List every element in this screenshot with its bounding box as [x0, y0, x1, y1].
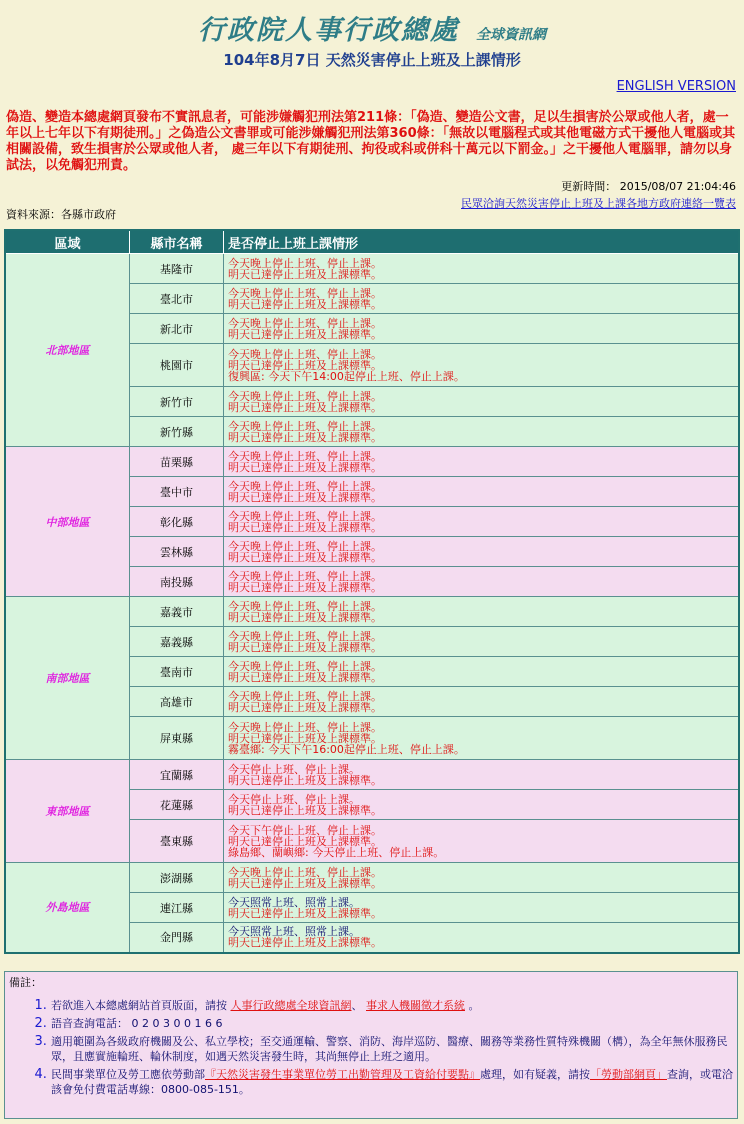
- status-line: 今天下午停止上班、停止上課。: [228, 823, 382, 837]
- status-line: 明天已達停止上班及上課標準。: [228, 550, 382, 564]
- city-name: 臺中市: [130, 477, 224, 507]
- status-line: 明天已達停止上班及上課標準。: [228, 670, 382, 684]
- city-name: 連江縣: [130, 893, 224, 923]
- contact-list-link[interactable]: 民眾洽詢天然災害停止上班及上課各地方政府連絡一覽表: [461, 197, 736, 210]
- status-line: 今天晚上停止上班、停止上課。: [228, 449, 382, 463]
- status-cell: [224, 627, 740, 657]
- status-line: 今天晚上停止上班、停止上課。: [228, 865, 382, 879]
- status-cell: [224, 254, 740, 284]
- city-name: 金門縣: [130, 923, 224, 953]
- status-cell: [224, 923, 740, 953]
- note-text: 民間事業單位及勞工應依勞動部: [51, 1068, 205, 1081]
- city-name: 新竹市: [130, 387, 224, 417]
- status-cell: [224, 820, 740, 863]
- status-line: 明天已達停止上班及上課標準。: [228, 803, 382, 817]
- recruitment-system-link[interactable]: 事求人機關徵才系統: [366, 999, 465, 1012]
- note-item-2: [51, 1016, 737, 1031]
- city-name: 彰化縣: [130, 507, 224, 537]
- legal-warning: 偽造、變造本總處網頁發布不實訊息者，可能涉嫌觸犯刑法第211條：「偽造、變造公文書，足以生損害於公眾或他人者，處一年以上七年以下有期徒刑。」之偽造公文書罪或可能涉嫌觸犯刑法第360條：「無故以電腦程式或其他電磁方式干擾他人電腦或其相關設備，致生損害於公眾或他人者， 處三年以下有期徒刑、拘役或科或併科十萬元以下罰金。」之干擾他人電腦罪，請勿以身試法，以免觸犯刑責。: [6, 110, 736, 173]
- table-row: [5, 597, 739, 627]
- status-line: 今天照常上班、照常上課。: [228, 895, 360, 909]
- status-line: 明天已達停止上班及上課標準。: [228, 906, 382, 920]
- notes-section: [4, 971, 738, 1119]
- status-line: 明天已達停止上班及上課標準。: [228, 327, 382, 341]
- city-name: 澎湖縣: [130, 863, 224, 893]
- status-line: 明天已達停止上班及上課標準。: [228, 400, 382, 414]
- column-header-city: 縣市名稱: [130, 230, 224, 254]
- labor-guideline-link[interactable]: 『天然災害發生事業單位勞工出勤管理及工資給付要點』: [205, 1068, 480, 1081]
- note-separator: 、: [351, 999, 363, 1012]
- city-name: 臺北市: [130, 284, 224, 314]
- status-line: 明天已達停止上班及上課標準。: [228, 731, 382, 745]
- status-cell: [224, 863, 740, 893]
- status-line: 今天晚上停止上班、停止上課。: [228, 479, 382, 493]
- city-name: 南投縣: [130, 567, 224, 597]
- city-name: 桃園市: [130, 344, 224, 387]
- table-header-row: [5, 230, 739, 254]
- status-line: 今天晚上停止上班、停止上課。: [228, 389, 382, 403]
- closure-table: [4, 229, 740, 954]
- status-cell: [224, 284, 740, 314]
- city-name: 宜蘭縣: [130, 760, 224, 790]
- city-name: 臺南市: [130, 657, 224, 687]
- note-item-4: [51, 1067, 737, 1097]
- status-cell: [224, 790, 740, 820]
- status-line: 今天晚上停止上班、停止上課。: [228, 629, 382, 643]
- status-line: 今天停止上班、停止上課。: [228, 762, 360, 776]
- status-line: 明天已達停止上班及上課標準。: [228, 876, 382, 890]
- status-line: 明天已達停止上班及上課標準。: [228, 610, 382, 624]
- status-line: 霧臺鄉: 今天下午16:00起停止上班、停止上課。: [228, 742, 465, 756]
- note-text: 適用範圍為各級政府機關及公、私立學校；至交通運輸、警察、消防、海岸巡防、醫療、關務等業務性質特殊機關（構），為全年無休服務民眾，且應實施輪班、輪休制度，如遇天然災害發生時，其尚無停止上班之適用。: [51, 1035, 728, 1063]
- status-line: 明天已達停止上班及上課標準。: [228, 580, 382, 594]
- page-title: 104年8月7日 天然災害停止上班及上課情形: [223, 51, 521, 69]
- notes-label: 備註：: [9, 976, 42, 989]
- site-title: 行政院人事行政總處: [197, 15, 459, 46]
- status-line: 明天已達停止上班及上課標準。: [228, 297, 382, 311]
- status-line: 今天晚上停止上班、停止上課。: [228, 509, 382, 523]
- status-cell: [224, 387, 740, 417]
- status-line: 今天晚上停止上班、停止上課。: [228, 659, 382, 673]
- city-name: 臺東縣: [130, 820, 224, 863]
- region-name: 北部地區: [5, 254, 130, 447]
- status-cell: [224, 893, 740, 923]
- table-row: [5, 863, 739, 893]
- notes-list: [27, 998, 737, 1097]
- status-line: 今天晚上停止上班、停止上課。: [228, 539, 382, 553]
- note-text: 語音查詢電話： 0 2 0 3 0 0 1 6 6: [51, 1017, 223, 1030]
- data-source: 資料來源：各縣市政府: [6, 208, 116, 221]
- status-cell: [224, 657, 740, 687]
- status-cell: [224, 477, 740, 507]
- update-time: 更新時間： 2015/08/07 21:04:46: [561, 180, 736, 193]
- status-cell: [224, 567, 740, 597]
- table-body: [5, 254, 739, 953]
- city-name: 高雄市: [130, 687, 224, 717]
- city-name: 雲林縣: [130, 537, 224, 567]
- table-row: [5, 254, 739, 284]
- city-name: 屏東縣: [130, 717, 224, 760]
- status-line: 明天已達停止上班及上課標準。: [228, 460, 382, 474]
- column-header-status: 是否停止上班上課情形: [224, 230, 740, 254]
- status-line: 今天晚上停止上班、停止上課。: [228, 599, 382, 613]
- status-line: 明天已達停止上班及上課標準。: [228, 936, 382, 950]
- status-line: 明天已達停止上班及上課標準。: [228, 700, 382, 714]
- status-cell: [224, 344, 740, 387]
- status-line: 今天照常上班、照常上課。: [228, 925, 360, 939]
- status-line: 今天晚上停止上班、停止上課。: [228, 419, 382, 433]
- city-name: 嘉義縣: [130, 627, 224, 657]
- note-text: 若欲進入本總處網站首頁版面，請按: [51, 999, 227, 1012]
- note-item-3: [51, 1034, 737, 1064]
- status-line: 今天晚上停止上班、停止上課。: [228, 720, 382, 734]
- status-cell: [224, 760, 740, 790]
- status-cell: [224, 507, 740, 537]
- status-line: 明天已達停止上班及上課標準。: [228, 358, 382, 372]
- region-name: 東部地區: [5, 760, 130, 863]
- status-line: 今天晚上停止上班、停止上課。: [228, 689, 382, 703]
- status-line: 明天已達停止上班及上課標準。: [228, 640, 382, 654]
- region-name: 南部地區: [5, 597, 130, 760]
- status-line: 復興區: 今天下午14:00起停止上班、停止上課。: [228, 369, 465, 383]
- status-cell: [224, 314, 740, 344]
- city-name: 新竹縣: [130, 417, 224, 447]
- status-line: 今天晚上停止上班、停止上課。: [228, 569, 382, 583]
- status-line: 明天已達停止上班及上課標準。: [228, 834, 382, 848]
- hr-website-link[interactable]: 人事行政總處全球資訊網: [230, 999, 352, 1012]
- labor-ministry-link[interactable]: 「勞動部網頁」: [590, 1068, 667, 1081]
- note-text: 處理，如有疑義，請按: [480, 1068, 590, 1081]
- status-line: 明天已達停止上班及上課標準。: [228, 520, 382, 534]
- column-header-region: 區域: [5, 230, 130, 254]
- status-cell: [224, 717, 740, 760]
- status-line: 今天晚上停止上班、停止上課。: [228, 316, 382, 330]
- region-name: 外島地區: [5, 863, 130, 953]
- status-line: 綠島鄉、蘭嶼鄉: 今天停止上班、停止上課。: [228, 845, 445, 859]
- table-row: [5, 760, 739, 790]
- status-line: 明天已達停止上班及上課標準。: [228, 773, 382, 787]
- status-cell: [224, 537, 740, 567]
- note-item-1: [51, 998, 737, 1013]
- english-version-link[interactable]: ENGLISH VERSION: [616, 79, 736, 94]
- status-cell: [224, 687, 740, 717]
- status-cell: [224, 447, 740, 477]
- page-header: [0, 0, 744, 70]
- status-cell: [224, 417, 740, 447]
- city-name: 嘉義市: [130, 597, 224, 627]
- note-text: 。: [468, 999, 480, 1012]
- status-line: 今天晚上停止上班、停止上課。: [228, 286, 382, 300]
- status-line: 明天已達停止上班及上課標準。: [228, 267, 382, 281]
- status-line: 今天晚上停止上班、停止上課。: [228, 347, 382, 361]
- note-text: 查詢，或電洽該會免付費電話專線：0800-085-151。: [51, 1068, 733, 1096]
- status-line: 今天停止上班、停止上課。: [228, 792, 360, 806]
- status-cell: [224, 597, 740, 627]
- city-name: 新北市: [130, 314, 224, 344]
- site-subtitle: 全球資訊網: [476, 27, 547, 43]
- city-name: 基隆市: [130, 254, 224, 284]
- region-name: 中部地區: [5, 447, 130, 597]
- city-name: 苗栗縣: [130, 447, 224, 477]
- status-line: 今天晚上停止上班、停止上課。: [228, 256, 382, 270]
- table-row: [5, 447, 739, 477]
- city-name: 花蓮縣: [130, 790, 224, 820]
- status-line: 明天已達停止上班及上課標準。: [228, 430, 382, 444]
- status-line: 明天已達停止上班及上課標準。: [228, 490, 382, 504]
